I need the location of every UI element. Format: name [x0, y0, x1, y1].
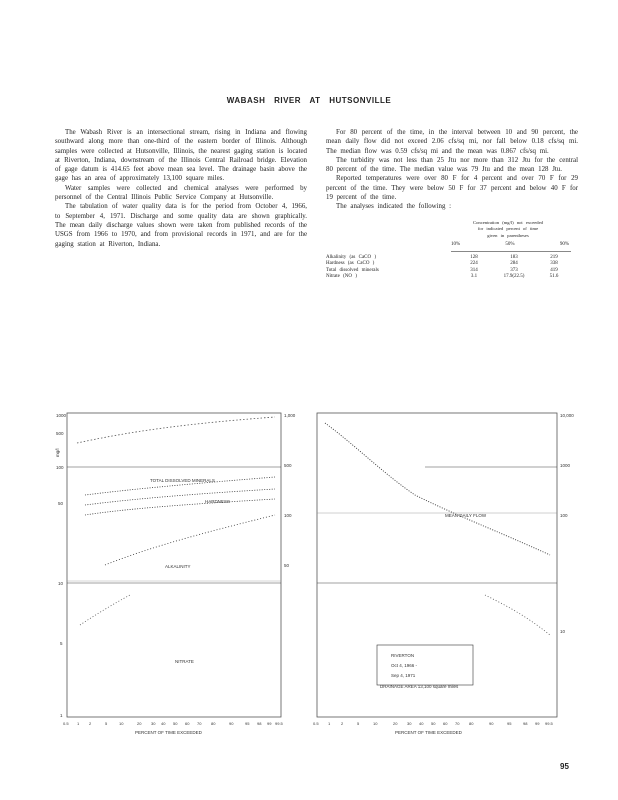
percent-10: 10% — [451, 242, 461, 248]
tick-label: 70 — [455, 721, 460, 726]
alkalinity-top-curve — [77, 417, 275, 443]
tick-label: 30 — [151, 721, 156, 726]
paragraph-samples: Water samples were collected and chemical analyses were performed by personnel of the Central Illinois Public Service Company at Hutsonville. — [55, 184, 307, 202]
tick-label: 98 — [523, 721, 528, 726]
cell: 373 — [510, 267, 518, 273]
left-lower-curve — [80, 595, 130, 625]
tick-label: 10 — [560, 629, 566, 634]
left-column — [55, 128, 307, 249]
nitrate-label: NITRATE — [175, 659, 194, 664]
tick-label: 80 — [211, 721, 216, 726]
tick-label: 10 — [58, 581, 64, 586]
tick-label: 50 — [173, 721, 178, 726]
paragraph-analyses: The analyses indicated the following : — [336, 203, 452, 211]
tick-label: 100 — [284, 513, 292, 518]
tick-label: 99 — [535, 721, 540, 726]
right-xlabel: PERCENT OF TIME EXCEEDED — [395, 730, 462, 735]
left-x-ticks — [63, 721, 284, 726]
legend-line2: Oct 4, 1966 - — [391, 663, 418, 668]
tick-label: 40 — [419, 721, 424, 726]
cell: 338 — [550, 261, 558, 267]
drainage-label: DRAINAGE AREA 13,100 square miles — [380, 684, 459, 689]
tick-label: 0.5 — [313, 721, 319, 726]
cell: 419 — [550, 267, 558, 273]
page-title: WABASH RIVER AT HUTSONVILLE — [226, 96, 392, 105]
tick-label: 50 — [284, 563, 290, 568]
tick-label: 10 — [373, 721, 378, 726]
legend-line1: RIVERTON — [391, 653, 415, 658]
tick-label: 99.5 — [545, 721, 553, 726]
page-number: 95 — [560, 762, 569, 771]
cell: 224 — [470, 261, 478, 267]
tick-label: 90 — [229, 721, 234, 726]
cell: 3.1 — [470, 274, 478, 280]
alkalinity-curve — [85, 499, 275, 515]
left-ylabel: mg/l — [55, 448, 60, 457]
table-row — [326, 274, 576, 281]
tick-label: 20 — [393, 721, 398, 726]
hardness-curve — [85, 489, 275, 505]
cell: 17.9(22.5) — [503, 274, 525, 280]
mean-daily-flow-curve — [325, 423, 550, 555]
paragraph-flow: For 80 percent of the time, in the interval between 10 and 90 percent, the mean daily flow did not exceed 2.06 cfs/sq mi, nor fall below 0.18 cfs/sq mi. The median flow was 0.59 cfs/sq mi and the mean was 0.867 cfs/sq mi. — [326, 129, 578, 155]
cell: 128 — [470, 254, 478, 260]
tick-label: 5 — [105, 721, 108, 726]
tick-label: 60 — [185, 721, 190, 726]
left-y-ticks — [56, 413, 67, 718]
legend-line3: Sep 4, 1971 — [391, 673, 416, 678]
tick-label: 70 — [197, 721, 202, 726]
tick-label: 100 — [560, 513, 568, 518]
tick-label: 500 — [56, 431, 64, 436]
tick-label: 0.5 — [63, 721, 69, 726]
row-label: Total dissolved minerals — [326, 267, 379, 273]
tick-label: 50 — [58, 501, 64, 506]
cell: 51.6 — [549, 274, 559, 280]
tick-label: 2 — [89, 721, 92, 726]
tick-label: 99 — [267, 721, 272, 726]
table-header-line2: for indicated percent of time — [477, 226, 539, 232]
table-header-line1: Concentration (mg/l) not exceeded — [473, 219, 543, 225]
row-label: Alkalinity (as CaCO ) — [326, 254, 377, 260]
cell: 219 — [550, 254, 558, 260]
left-xlabel: PERCENT OF TIME EXCEEDED — [135, 730, 202, 735]
tick-label: 1 — [60, 713, 63, 718]
tick-label: 60 — [443, 721, 448, 726]
left-right-ticks — [284, 413, 296, 568]
cell: 314 — [470, 267, 478, 273]
tick-label: 1000 — [56, 413, 67, 418]
paragraph-temperature: Reported temperatures were over 80 F for 4 percent and over 70 F for 29 percent of the time. They were below 50 F for 37 percent and below 40 F for 19 percent of the time. — [326, 175, 578, 202]
tick-label: 90 — [489, 721, 494, 726]
tick-label: 99.5 — [275, 721, 283, 726]
tick-label: 1000 — [560, 463, 571, 468]
table-header-line3: given in parentheses — [487, 232, 529, 238]
tick-label: 5 — [357, 721, 360, 726]
paragraph-turbidity: The turbidity was not less than 25 Jtu nor more than 312 Jtu for the central 80 percent of the time. The median value was 79 Jtu and the mean 128 Jtu. — [326, 156, 578, 174]
tick-label: 40 — [161, 721, 166, 726]
tick-label: 20 — [137, 721, 142, 726]
tick-label: 98 — [257, 721, 262, 726]
concentration-table — [326, 220, 576, 281]
cell: 284 — [510, 261, 518, 267]
tick-label: 30 — [407, 721, 412, 726]
tick-label: 1,000 — [284, 413, 296, 418]
table-percent-row — [451, 242, 569, 249]
cell: 183 — [510, 254, 518, 260]
paragraph-intro: The Wabash River is an intersectional stream, rising in Indiana and flowing southward along more than one-third of the eastern border of Illinois. Although samples were collected at Hutsonville, Illinois, the nearest gaging station is located at Riverton, Indiana, downstream of the Illinois Central Railroad bridge. Elevation of gage datum is 414.65 feet above mean sea level. The drainage basin above the gage has an area of approximately 13,100 square miles. — [55, 129, 307, 183]
tick-label: 5 — [60, 641, 63, 646]
hardness-label: HARDNESS — [205, 499, 231, 504]
tick-label: 95 — [245, 721, 250, 726]
tick-label: 80 — [469, 721, 474, 726]
duration-curves-figure — [55, 405, 575, 740]
row-label: Hardness (as CaCO ) — [326, 261, 375, 267]
right-x-ticks — [313, 721, 554, 726]
percent-50: 50% — [505, 242, 515, 248]
tick-label: 50 — [431, 721, 436, 726]
turbidity-curve — [485, 595, 550, 635]
tick-label: 95 — [507, 721, 512, 726]
percent-90: 90% — [559, 242, 569, 248]
paragraph-tabulation: The tabulation of water quality data is for the period from October 4, 1966, to September 4, 1971. Discharge and some quality data are shown graphically. The mean daily discharge values shown were taken from published records of the USGS from 1966 to 1970, and from provisional records in 1971, and are for the gaging station at Riverton, Indiana. — [55, 203, 307, 248]
right-right-ticks — [560, 413, 574, 634]
tick-label: 10 — [119, 721, 124, 726]
table-rule — [451, 251, 571, 252]
tick-label: 1 — [328, 721, 331, 726]
tick-label: 10,000 — [560, 413, 574, 418]
tick-label: 500 — [284, 463, 292, 468]
tick-label: 100 — [56, 465, 64, 470]
tdm-label: TOTAL DISSOLVED MINERALS — [150, 478, 215, 483]
row-label: Nitrate (NO ) — [326, 274, 357, 280]
alkalinity-label: ALKALINITY — [165, 564, 191, 569]
tick-label: 1 — [77, 721, 80, 726]
nitrate-curve — [105, 515, 275, 565]
tick-label: 2 — [341, 721, 344, 726]
mean-flow-label: MEAN DAILY FLOW — [445, 513, 487, 518]
right-column — [326, 128, 578, 281]
